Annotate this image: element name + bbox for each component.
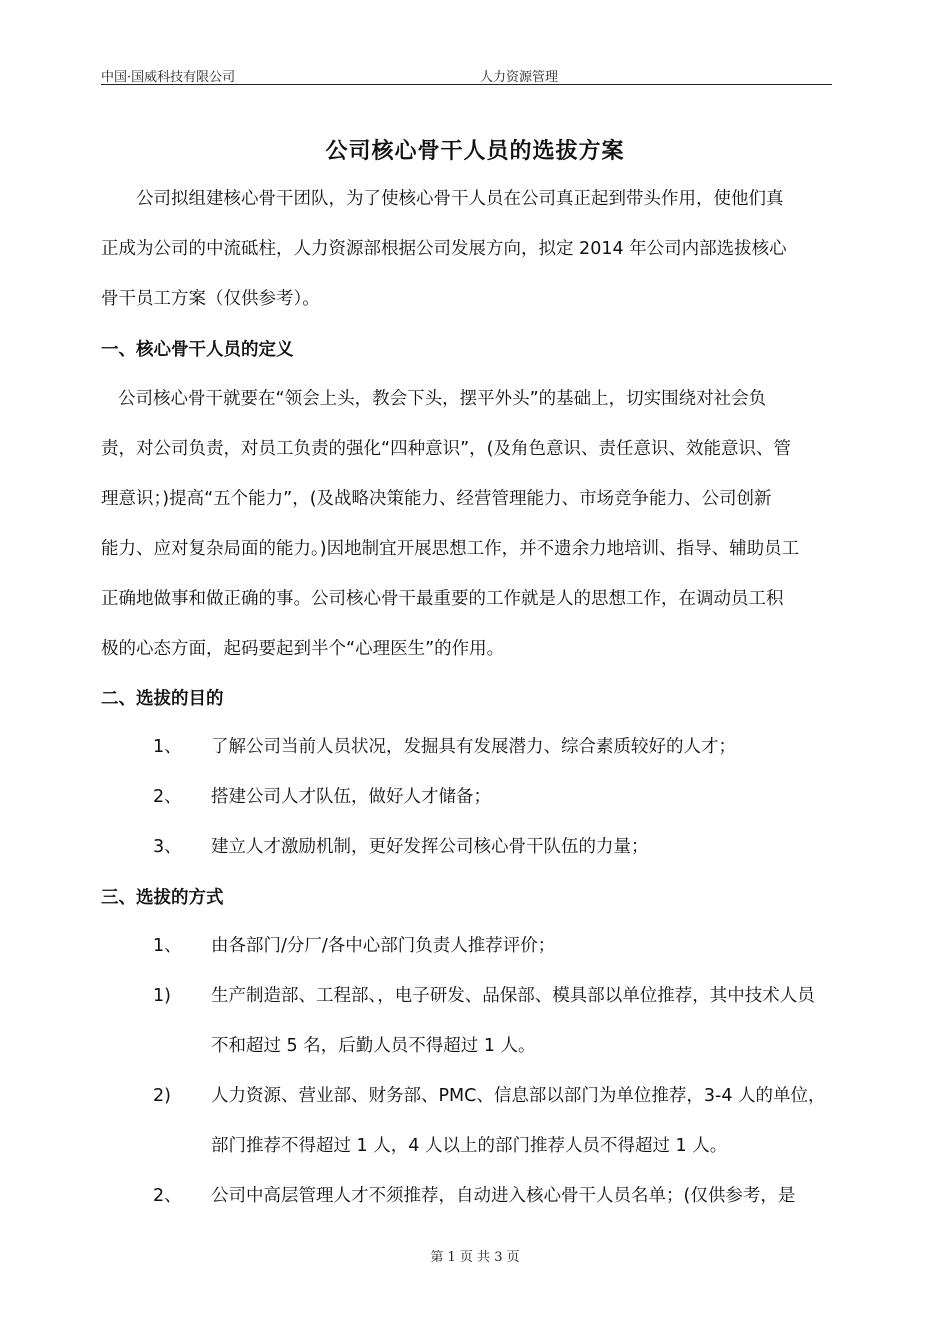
section-heading-definition: 一、核心骨干人员的定义 (101, 340, 294, 360)
intro-line: 公司拟组建核心骨干团队，为了使核心骨干人员在公司真正起到带头作用，使他们真 (136, 189, 784, 209)
page-number: 第 1 页 共 3 页 (430, 1250, 520, 1265)
definition-line: 责，对公司负责，对员工负责的强化“四种意识”，(及角色意识、责任意识、效能意识、管 (101, 439, 791, 459)
section-heading-purpose: 二、选拔的目的 (101, 689, 224, 709)
item-number: 1、 (153, 737, 182, 757)
definition-line: 极的心态方面，起码要起到半个“心理医生”的作用。 (101, 639, 505, 659)
definition-line: 公司核心骨干就要在“领会上头，教会下头，摆平外头”的基础上，切实围绕对社会负 (118, 389, 767, 409)
item-text: 人力资源、营业部、财务部、PMC、信息部以部门为单位推荐，3-4 人的单位， (211, 1086, 826, 1106)
definition-paragraph (101, 374, 836, 674)
intro-paragraph (101, 174, 836, 324)
item-number: 2、 (153, 1186, 182, 1206)
item-number: 3、 (153, 837, 182, 857)
item-number: 2) (153, 1086, 171, 1106)
intro-line: 正成为公司的中流砥柱，人力资源部根据公司发展方向，拟定 2014 年公司内部选拔核心 (101, 239, 787, 259)
item-text: 了解公司当前人员状况，发掘具有发展潜力、综合素质较好的人才； (211, 737, 736, 757)
section-heading-method: 三、选拔的方式 (101, 888, 224, 908)
definition-line: 能力、应对复杂局面的能力。)因地制宜开展思想工作，并不遗余力地培训、指导、辅助员工 (101, 539, 800, 559)
document-title: 公司核心骨干人员的选拔方案 (325, 139, 625, 164)
item-text: 由各部门/分厂/各中心部门负责人推荐评价； (211, 936, 556, 956)
item-text: 部门推荐不得超过 1 人，4 人以上的部门推荐人员不得超过 1 人。 (211, 1136, 728, 1156)
item-text: 公司中高层管理人才不须推荐，自动进入核心骨干人员名单；(仅供参考，是 (211, 1186, 796, 1206)
header-company: 中国·国威科技有限公司 (101, 70, 236, 85)
item-text: 搭建公司人才队伍，做好人才储备； (211, 787, 491, 807)
definition-line: 理意识；)提高“五个能力”，(及战略决策能力、经营管理能力、市场竞争能力、公司创新 (101, 489, 772, 509)
intro-line: 骨干员工方案（仅供参考）。 (101, 289, 320, 309)
item-text: 不和超过 5 名，后勤人员不得超过 1 人。 (211, 1036, 536, 1056)
item-number: 1) (153, 986, 171, 1006)
page-header (101, 66, 832, 85)
item-text: 生产制造部、工程部、，电子研发、品保部、模具部以单位推荐，其中技术人员 (211, 986, 815, 1006)
item-number: 1、 (153, 936, 182, 956)
definition-line: 正确地做事和做正确的事。公司核心骨干最重要的工作就是人的思想工作，在调动员工积 (101, 589, 784, 609)
header-department: 人力资源管理 (480, 70, 559, 85)
item-number: 2、 (153, 787, 182, 807)
item-text: 建立人才激励机制，更好发挥公司核心骨干队伍的力量； (211, 837, 649, 857)
